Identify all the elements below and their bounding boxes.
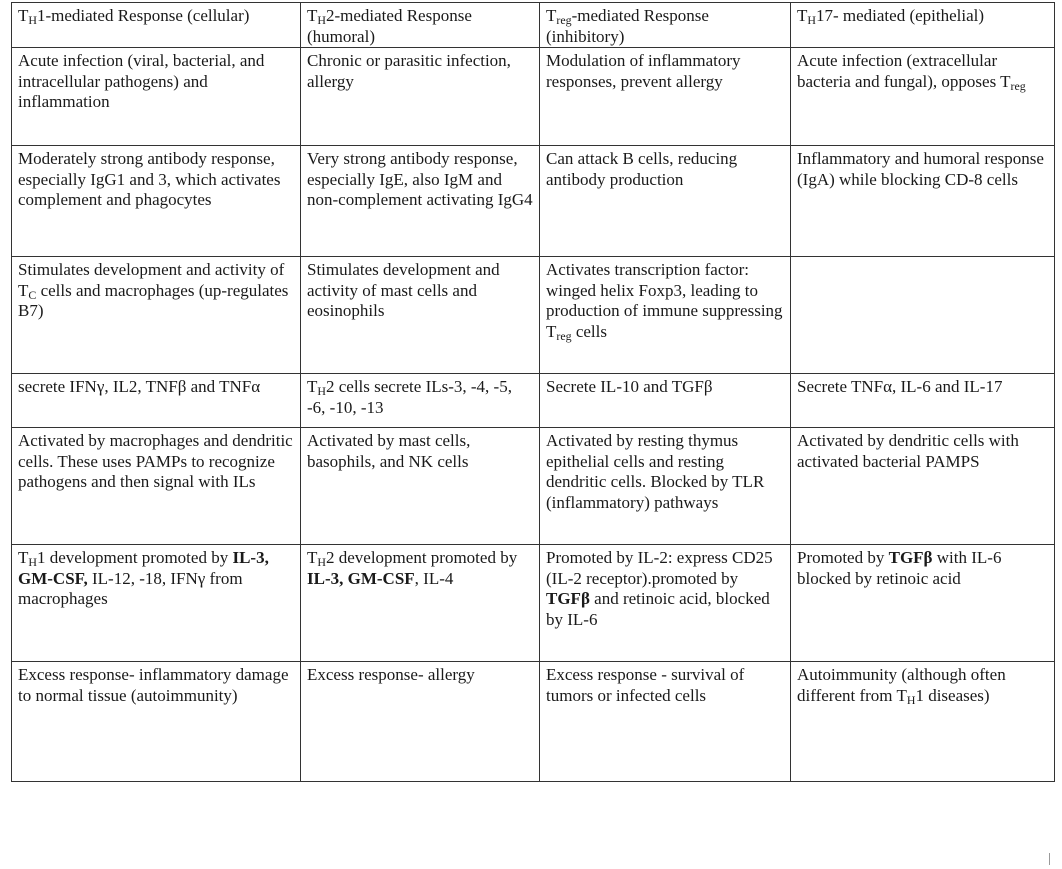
cell-r0-c2: [540, 3, 791, 48]
table-row: [12, 257, 1055, 374]
bold-text: IL-3, GM-CSF: [307, 568, 415, 588]
cell-r5-c0: [12, 428, 301, 545]
cell-text: T: [307, 377, 318, 396]
cell-text: T: [546, 6, 557, 25]
cell-r3-c1: [301, 257, 540, 374]
cell-text: 1-mediated Response (cellular): [36, 6, 250, 25]
cell-r4-c2: [540, 374, 791, 428]
cell-text: Moderately strong antibody response, especially IgG1 and 3, which activates complement and phagocytes: [18, 149, 281, 209]
cell-r1-c3: [791, 48, 1055, 146]
cell-text: Stimulates development and activity of T: [18, 260, 285, 300]
cell-text: T: [18, 6, 29, 25]
cell-text: Can attack B cells, reducing antibody production: [546, 149, 738, 189]
cell-text: cells and macrophages (up-regulates B7): [18, 280, 289, 320]
subscript-text: H: [317, 383, 326, 398]
cell-r0-c0: [12, 3, 301, 48]
cell-text: cells: [571, 321, 607, 341]
cell-text: with IL-6: [932, 548, 1002, 567]
bold-text: TGFβ: [888, 548, 933, 567]
cell-text: Promoted by IL-2: express CD25 (IL-2 receptor).promoted by: [546, 548, 773, 588]
cell-text: -mediated Response (inhibitory): [546, 6, 709, 46]
cell-text: secrete IFNγ, IL2, TNFβ and TNFα: [18, 377, 261, 396]
bold-text: TGFβ: [546, 589, 590, 608]
cell-text: 1 development promoted by: [36, 548, 233, 567]
table-header-row: [12, 3, 1055, 48]
cell-r2-c3: [791, 146, 1055, 257]
cell-text: 1 diseases): [915, 685, 990, 705]
cell-text: Secrete TNFα, IL-6 and IL-17: [797, 377, 1003, 396]
cell-text: Acute infection (extracellular bacteria and fungal), opposes T: [797, 51, 1011, 91]
bold-text: IL-3, GM-CSF,: [18, 548, 269, 588]
cell-text: T: [307, 6, 318, 25]
cell-text: Activated by resting thymus epithelial cells and resting dendritic cells. Blocked by TLR (inflammatory) pathways: [546, 431, 765, 512]
subscript-text: H: [807, 12, 816, 27]
table-row: [12, 48, 1055, 146]
cell-text: 17- mediated (epithelial): [815, 6, 985, 25]
table-row: [12, 374, 1055, 428]
cell-r6-c2: [540, 545, 791, 662]
subscript-text: C: [28, 287, 37, 302]
table-row: [12, 146, 1055, 257]
table-row: [12, 428, 1055, 545]
subscript-text: H: [317, 12, 326, 27]
cell-r3-c0: [12, 257, 301, 374]
cell-r5-c3: [791, 428, 1055, 545]
cell-text: blocked by retinoic acid: [797, 568, 961, 588]
table-row: [12, 662, 1055, 782]
cell-text: Activated by macrophages and dendritic cells. These uses PAMPs to recognize pathogens and then signal with ILs: [18, 431, 293, 491]
cell-r1-c0: [12, 48, 301, 146]
cell-r3-c2: [540, 257, 791, 374]
cell-r0-c1: [301, 3, 540, 48]
cell-r7-c2: [540, 662, 791, 782]
cell-r1-c1: [301, 48, 540, 146]
cell-r6-c1: [301, 545, 540, 662]
cell-text: Promoted by: [797, 548, 889, 567]
cell-r4-c0: [12, 374, 301, 428]
subscript-text: H: [28, 554, 37, 569]
subscript-text: H: [317, 554, 326, 569]
cell-text: Activates transcription factor: winged helix Foxp3, leading to production of immune suppressing T: [546, 260, 783, 341]
cell-text: T: [18, 548, 29, 567]
cell-text: Chronic or parasitic infection, allergy: [307, 51, 511, 91]
subscript-text: reg: [556, 12, 572, 27]
cell-r6-c0: [12, 545, 301, 662]
cell-r5-c2: [540, 428, 791, 545]
table-body: [12, 3, 1055, 782]
cell-r7-c1: [301, 662, 540, 782]
comparison-table: [11, 2, 1055, 782]
cell-text: 2 development promoted by: [325, 548, 518, 567]
cell-text: T: [307, 548, 318, 567]
cell-r1-c2: [540, 48, 791, 146]
cell-text: Stimulates development and activity of mast cells and eosinophils: [307, 260, 500, 320]
cell-text: 2 cells secrete ILs-3, -4, -5, -6, -10, -13: [307, 377, 512, 417]
cell-r0-c3: [791, 3, 1055, 48]
cell-r2-c1: [301, 146, 540, 257]
cell-text: , IL-4: [414, 568, 454, 588]
cell-r2-c2: [540, 146, 791, 257]
cell-r5-c1: [301, 428, 540, 545]
cell-text: Excess response- inflammatory damage to normal tissue (autoimmunity): [18, 665, 289, 705]
subscript-text: H: [906, 692, 916, 707]
cell-r4-c1: [301, 374, 540, 428]
cell-r3-c3: [791, 257, 1055, 374]
cell-text: Inflammatory and humoral response (IgA) while blocking CD-8 cells: [797, 149, 1044, 189]
cell-text: Excess response- allergy: [307, 665, 475, 684]
cell-text: IL-12, -18, IFNγ from macrophages: [18, 568, 243, 608]
cell-text: Modulation of inflammatory responses, prevent allergy: [546, 51, 741, 91]
cell-text: Autoimmunity (although often different from T: [797, 665, 1006, 705]
cell-text: and retinoic acid, blocked by IL-6: [546, 589, 770, 629]
cell-text: 2-mediated Response (humoral): [307, 6, 472, 46]
cell-text: Secrete IL-10 and TGFβ: [546, 377, 713, 396]
cell-text: Activated by dendritic cells with activated bacterial PAMPS: [797, 431, 1019, 471]
cell-r7-c3: [791, 662, 1055, 782]
cell-text: T: [797, 6, 808, 25]
cell-text: Activated by mast cells, basophils, and NK cells: [307, 431, 471, 471]
cell-r4-c3: [791, 374, 1055, 428]
table-row: [12, 545, 1055, 662]
subscript-text: H: [28, 12, 37, 27]
cell-r7-c0: [12, 662, 301, 782]
cell-text: Acute infection (viral, bacterial, and intracellular pathogens) and inflammation: [18, 51, 265, 111]
subscript-text: reg: [1010, 78, 1026, 93]
cell-text: Very strong antibody response, especially IgE, also IgM and non-complement activating IgG4: [307, 149, 533, 209]
subscript-text: reg: [556, 328, 572, 343]
cell-r2-c0: [12, 146, 301, 257]
cell-text: Excess response - survival of tumors or infected cells: [546, 665, 745, 705]
page-corner-mark: [1049, 853, 1050, 865]
cell-r6-c3: [791, 545, 1055, 662]
